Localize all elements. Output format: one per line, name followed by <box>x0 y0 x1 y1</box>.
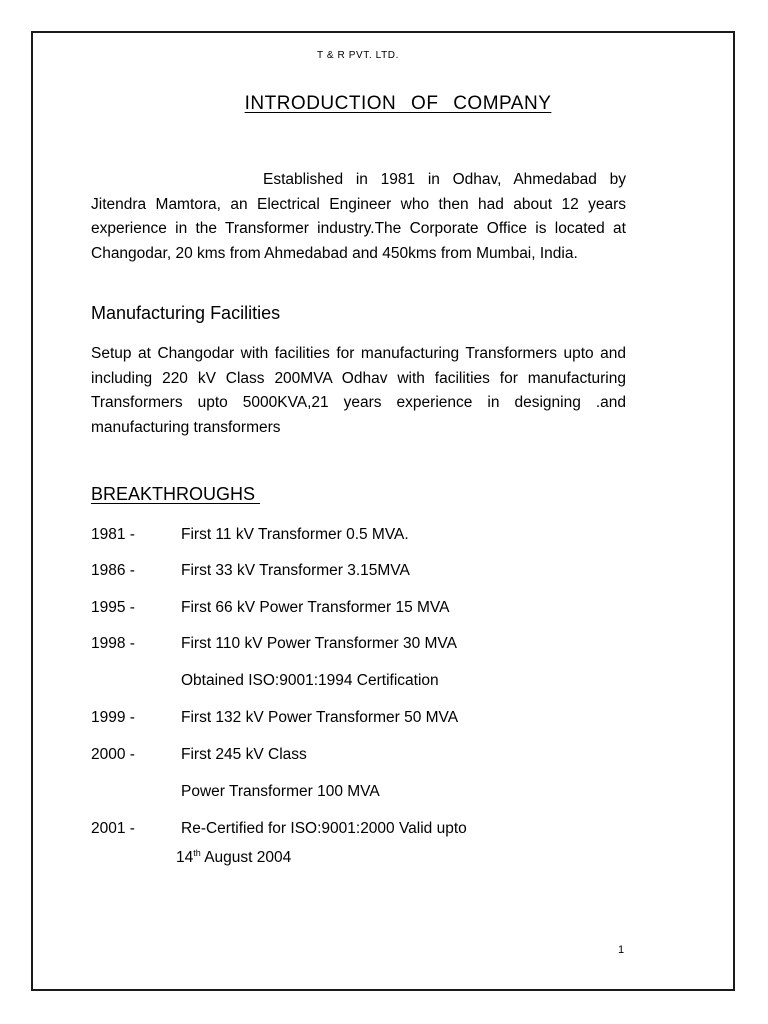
breakthrough-row <box>91 561 631 581</box>
breakthrough-text: First 33 kV Transformer 3.15MVA <box>181 562 410 579</box>
breakthrough-text: First 66 kV Power Transformer 15 MVA <box>181 599 450 616</box>
breakthrough-text: Re-Certified for ISO:9001:2000 Valid upto <box>181 820 467 837</box>
breakthrough-text: Power Transformer 100 MVA <box>181 783 380 800</box>
breakthrough-row <box>91 819 631 839</box>
breakthrough-year: 2001 - <box>91 820 135 837</box>
breakthrough-year: 2000 - <box>91 746 135 763</box>
continuation-day: 14 <box>176 849 194 867</box>
breakthrough-text: First 110 kV Power Transformer 30 MVA <box>181 635 457 652</box>
breakthrough-row <box>91 525 631 545</box>
breakthrough-year: 1998 - <box>91 635 135 652</box>
breakthrough-row <box>91 598 631 618</box>
breakthrough-year: 1999 - <box>91 709 135 726</box>
breakthrough-year: 1981 - <box>91 526 135 543</box>
breakthrough-row <box>91 782 631 802</box>
manufacturing-paragraph: Setup at Changodar with facilities for manufacturing Transformers upto and including 220 kV Class 200MVA Odhav with facilities for manufacturing Transformers upto 5000KVA,21 years experience in designing .and manufacturing transformers <box>91 345 626 436</box>
breakthrough-row <box>91 671 631 691</box>
breakthrough-text: First 245 kV Class <box>181 746 307 763</box>
page-number: 1 <box>618 944 625 956</box>
intro-text: Established in 1981 in Odhav, Ahmedabad by Jitendra Mamtora, an Electrical Engineer who then had about 12 years experience in the Transformer industry.The Corporate Office is located at Changodar, 20 kms from Ahmedabad and 450kms from Mumbai, India. <box>91 171 626 262</box>
breakthrough-row <box>91 634 631 654</box>
manufacturing-heading: Manufacturing Facilities <box>91 303 281 323</box>
intro-paragraph <box>91 168 626 266</box>
company-header: T & R PVT. LTD. <box>317 50 399 61</box>
breakthrough-continuation <box>176 843 576 868</box>
page-title: INTRODUCTION OF COMPANY <box>244 93 552 114</box>
breakthrough-row <box>91 745 631 765</box>
breakthrough-text: Obtained ISO:9001:1994 Certification <box>181 672 439 689</box>
breakthroughs-heading: BREAKTHROUGHS <box>91 484 261 504</box>
continuation-text: August 2004 <box>200 849 292 867</box>
breakthrough-row <box>91 708 631 728</box>
ordinal-suffix: th <box>193 848 201 858</box>
breakthrough-text: First 132 kV Power Transformer 50 MVA <box>181 709 459 726</box>
breakthrough-text: First 11 kV Transformer 0.5 MVA. <box>181 526 409 543</box>
breakthrough-year: 1995 - <box>91 599 135 616</box>
breakthrough-year: 1986 - <box>91 562 135 579</box>
